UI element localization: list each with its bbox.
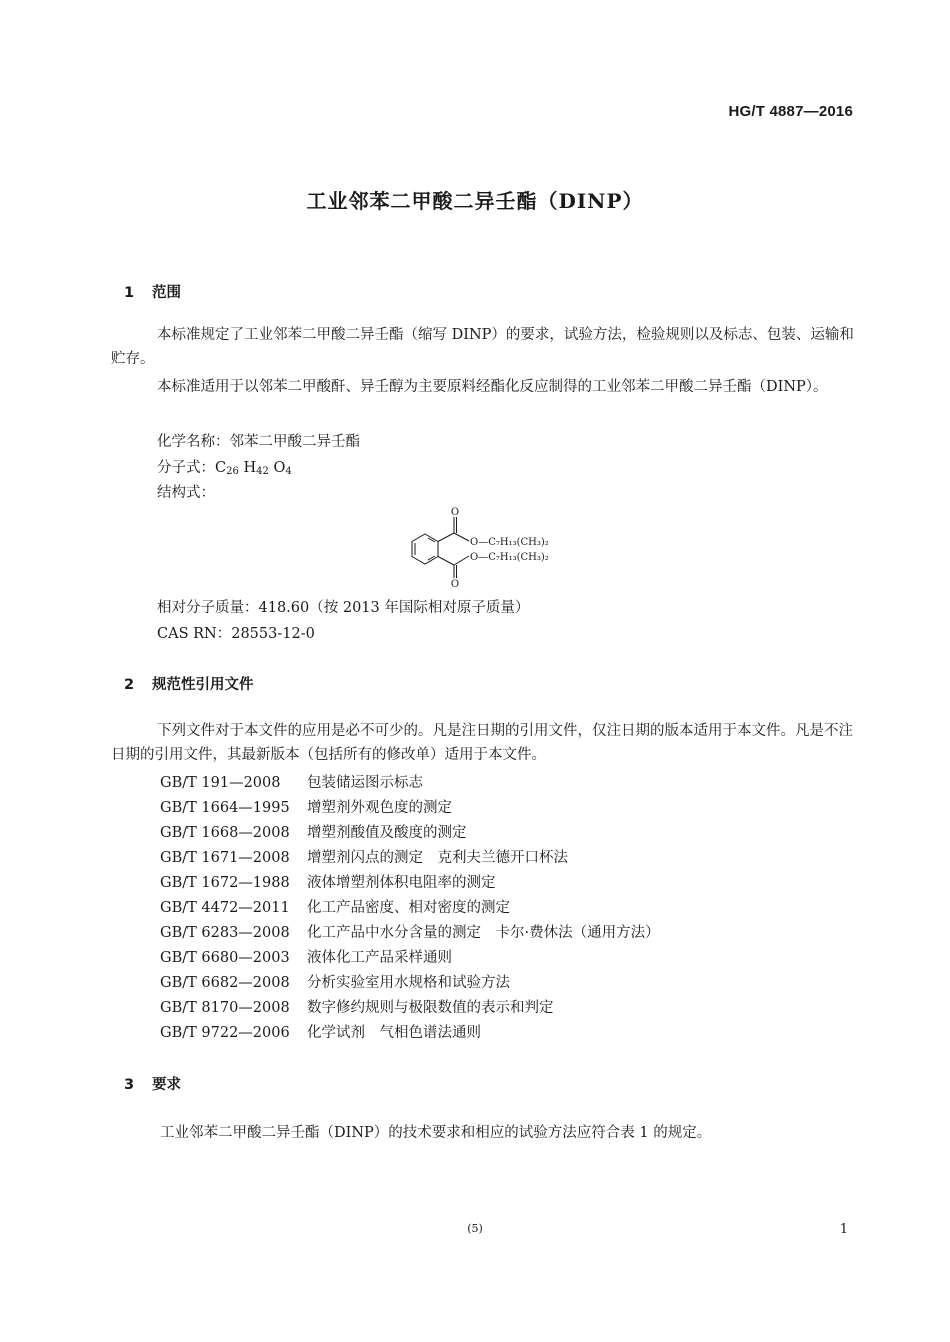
reference-title: 液体增塑剂体积电阻率的测定 (307, 875, 496, 891)
standard-code: HG/T 4887—2016 (728, 103, 853, 120)
references-intro: 下列文件对于本文件的应用是必不可少的。凡是注日期的引用文件，仅注日期的版本适用于本文件。凡是不注日期的引用文件，其最新版本（包括所有的修改单）适用于本文件。 (111, 723, 853, 763)
page-number: 1 (839, 1222, 848, 1237)
section-1-heading (124, 281, 181, 302)
bond-upper-carbonyl (438, 533, 454, 542)
section-2-heading (124, 673, 254, 694)
benzene-ring (412, 517, 469, 578)
requirements-text: 工业邻苯二甲酸二异壬酯（DINP）的技术要求和相应的试验方法应符合表 1 的规定。 (160, 1125, 712, 1141)
scope-paragraph-1: 本标准规定了工业邻苯二甲酸二异壬酯（缩写 DINP）的要求，试验方法，检验规则以及标志、包装、运输和贮存。 (111, 327, 854, 367)
reference-code: GB/T 1671—2008 (160, 850, 290, 866)
reference-row (160, 1021, 481, 1042)
reference-row (160, 846, 568, 867)
reference-row (160, 946, 452, 967)
ester-chain-lower: O—C₇H₁₃(CH₃)₂ (470, 552, 549, 563)
molecular-formula-label: 分子式： (157, 460, 215, 476)
ester-chain-upper: O—C₇H₁₃(CH₃)₂ (470, 537, 549, 548)
section-number: 2 (124, 677, 135, 693)
reference-title: 化工产品中水分含量的测定 卡尔·费休法（通用方法） (307, 925, 660, 941)
bond-lower-ester (454, 556, 469, 565)
reference-title: 化学试剂 气相色谱法通则 (307, 1025, 481, 1041)
structure-label: 结构式： (157, 485, 215, 501)
chemical-name-label: 化学名称： (157, 434, 230, 450)
section-title: 范围 (152, 285, 181, 301)
reference-title: 增塑剂闪点的测定 克利夫兰德开口杯法 (307, 850, 568, 866)
section-3-heading (124, 1073, 181, 1094)
document-title: 工业邻苯二甲酸二异壬酯（DINP） (306, 189, 644, 213)
structural-formula (395, 503, 595, 587)
reference-code: GB/T 9722—2006 (160, 1025, 290, 1041)
scope-paragraph-2: 本标准适用于以邻苯二甲酸酐、异壬醇为主要原料经酯化反应制得的工业邻苯二甲酸二异壬酯（DINP）。 (157, 379, 828, 395)
reference-row (160, 771, 423, 792)
reference-row (160, 971, 510, 992)
molecular-formula: $C_{26}$ $H_{42}$ $O_4$ (215, 460, 292, 477)
chemical-name-line (157, 430, 360, 451)
reference-row (160, 821, 467, 842)
carbonyl-oxygen-bottom: O (450, 579, 460, 587)
reference-code: GB/T 6680—2003 (160, 950, 290, 966)
carbonyl-oxygen-top: O (450, 507, 460, 518)
reference-title: 增塑剂外观色度的测定 (307, 800, 452, 816)
footer-sequence: (5) (467, 1222, 483, 1235)
cas-number-line: CAS RN：28553-12-0 (157, 626, 315, 642)
reference-row (160, 871, 496, 892)
reference-code: GB/T 6682—2008 (160, 975, 290, 991)
section-title: 规范性引用文件 (152, 677, 254, 693)
section-number: 3 (124, 1077, 135, 1093)
reference-code: GB/T 1668—2008 (160, 825, 290, 841)
section-number: 1 (124, 285, 135, 301)
reference-row (160, 921, 660, 942)
reference-code: GB/T 1672—1988 (160, 875, 290, 891)
reference-code: GB/T 191—2008 (160, 775, 281, 791)
reference-code: GB/T 6283—2008 (160, 925, 290, 941)
reference-code: GB/T 1664—1995 (160, 800, 290, 816)
section-title: 要求 (152, 1077, 181, 1093)
bond-lower-carbonyl (438, 557, 454, 566)
reference-code: GB/T 4472—2011 (160, 900, 290, 916)
reference-title: 分析实验室用水规格和试验方法 (307, 975, 510, 991)
molecular-formula-line (157, 456, 292, 477)
reference-title: 增塑剂酸值及酸度的测定 (307, 825, 467, 841)
reference-row (160, 896, 510, 917)
reference-row (160, 996, 554, 1017)
reference-row (160, 796, 452, 817)
bond-upper-ester (454, 533, 469, 541)
reference-title: 液体化工产品采样通则 (307, 950, 452, 966)
chemical-name-value: 邻苯二甲酸二异壬酯 (229, 434, 360, 450)
reference-title: 数字修约规则与极限数值的表示和判定 (307, 1000, 554, 1016)
molecular-mass-line: 相对分子质量：418.60（按 2013 年国际相对原子质量） (157, 600, 530, 616)
reference-code: GB/T 8170—2008 (160, 1000, 290, 1016)
reference-title: 包装储运图示标志 (307, 775, 423, 791)
reference-title: 化工产品密度、相对密度的测定 (307, 900, 510, 916)
